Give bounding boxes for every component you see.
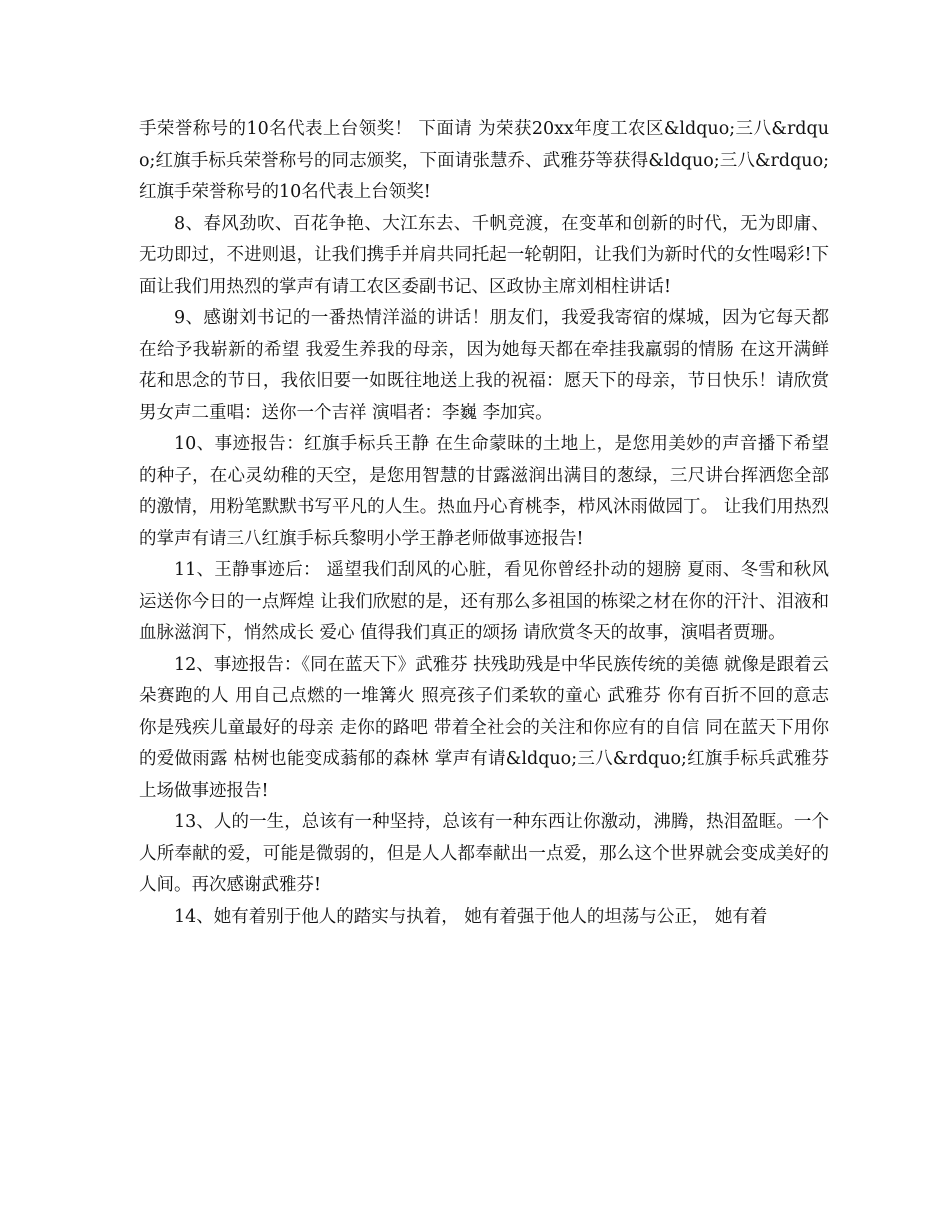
- paragraph-item-8: 8、春风劲吹、百花争艳、大江东去、千帆竞渡，在变革和创新的时代，无为即庸、无功即过，不进则退，让我们携手并肩共同托起一轮朝阳，让我们为新时代的女性喝彩!下面让我们用热烈的掌声有请工农区委副书记、区政协主席刘相柱讲话!: [139, 213, 829, 297]
- paragraph-item-13: 13、人的一生，总该有一种坚持，总该有一种东西让你激动，沸腾，热泪盈眶。一个人所奉献的爱，可能是微弱的，但是人人都奉献出一点爱，那么这个世界就会变成美好的人间。再次感谢武雅芬!: [139, 812, 829, 895]
- paragraph-item-9: 9、感谢刘书记的一番热情洋溢的讲话！朋友们，我爱我寄宿的煤城，因为它每天都在给予我崭新的希望 我爱生养我的母亲，因为她每天都在牵挂我羸弱的情肠 在这开满鲜花和思念的节日，我依旧要一如既往地送上我的祝福：愿天下的母亲，节日快乐！请欣赏男女声二重唱：送你一个吉祥 演唱者：李巍 李加宾。: [139, 308, 829, 423]
- paragraph-item-12: 12、事迹报告：《同在蓝天下》武雅芬 扶残助残是中华民族传统的美德 就像是跟着云朵赛跑的人 用自己点燃的一堆篝火 照亮孩子们柔软的童心 武雅芬 你有百折不回的意志 你是残疾儿童最好的母亲 走你的路吧 带着全社会的关注和你应有的自信 同在蓝天下用你的爱做雨露 枯树也能变成蓊郁的森林 掌声有请&ldquo;三八&rdquo;红旗手标兵武雅芬上场做事迹报告!: [139, 654, 829, 801]
- paragraph-continued: 手荣誉称号的10名代表上台领奖！ 下面请 为荣获20xx年度工农区&ldquo;三八&rdquo;红旗手标兵荣誉称号的同志颁奖，下面请张慧乔、武雅芬等获得&ldquo;三八&rdquo;红旗手荣誉称号的10名代表上台领奖!: [139, 119, 829, 202]
- paragraph-item-14: 14、她有着别于他人的踏实与执着， 她有着强于他人的坦荡与公正， 她有着: [174, 906, 768, 927]
- document-body: [139, 114, 829, 933]
- paragraph-item-10: 10、事迹报告：红旗手标兵王静 在生命蒙昧的土地上，是您用美妙的声音播下希望的种子，在心灵幼稚的天空，是您用智慧的甘露滋润出满目的葱绿，三尺讲台挥洒您全部的激情，用粉笔默默书写平凡的人生。热血丹心育桃李，栉风沐雨做园丁。 让我们用热烈的掌声有请三八红旗手标兵黎明小学王静老师做事迹报告!: [139, 434, 829, 549]
- paragraph-item-11: 11、王静事迹后： 遥望我们刮风的心脏，看见你曾经扑动的翅膀 夏雨、冬雪和秋风 运送你今日的一点辉煌 让我们欣慰的是，还有那么多祖国的栋梁之材在你的汗汁、泪液和血脉滋润下，悄然成长 爱心 值得我们真正的颂扬 请欣赏冬天的故事，演唱者贾珊。: [139, 560, 829, 643]
